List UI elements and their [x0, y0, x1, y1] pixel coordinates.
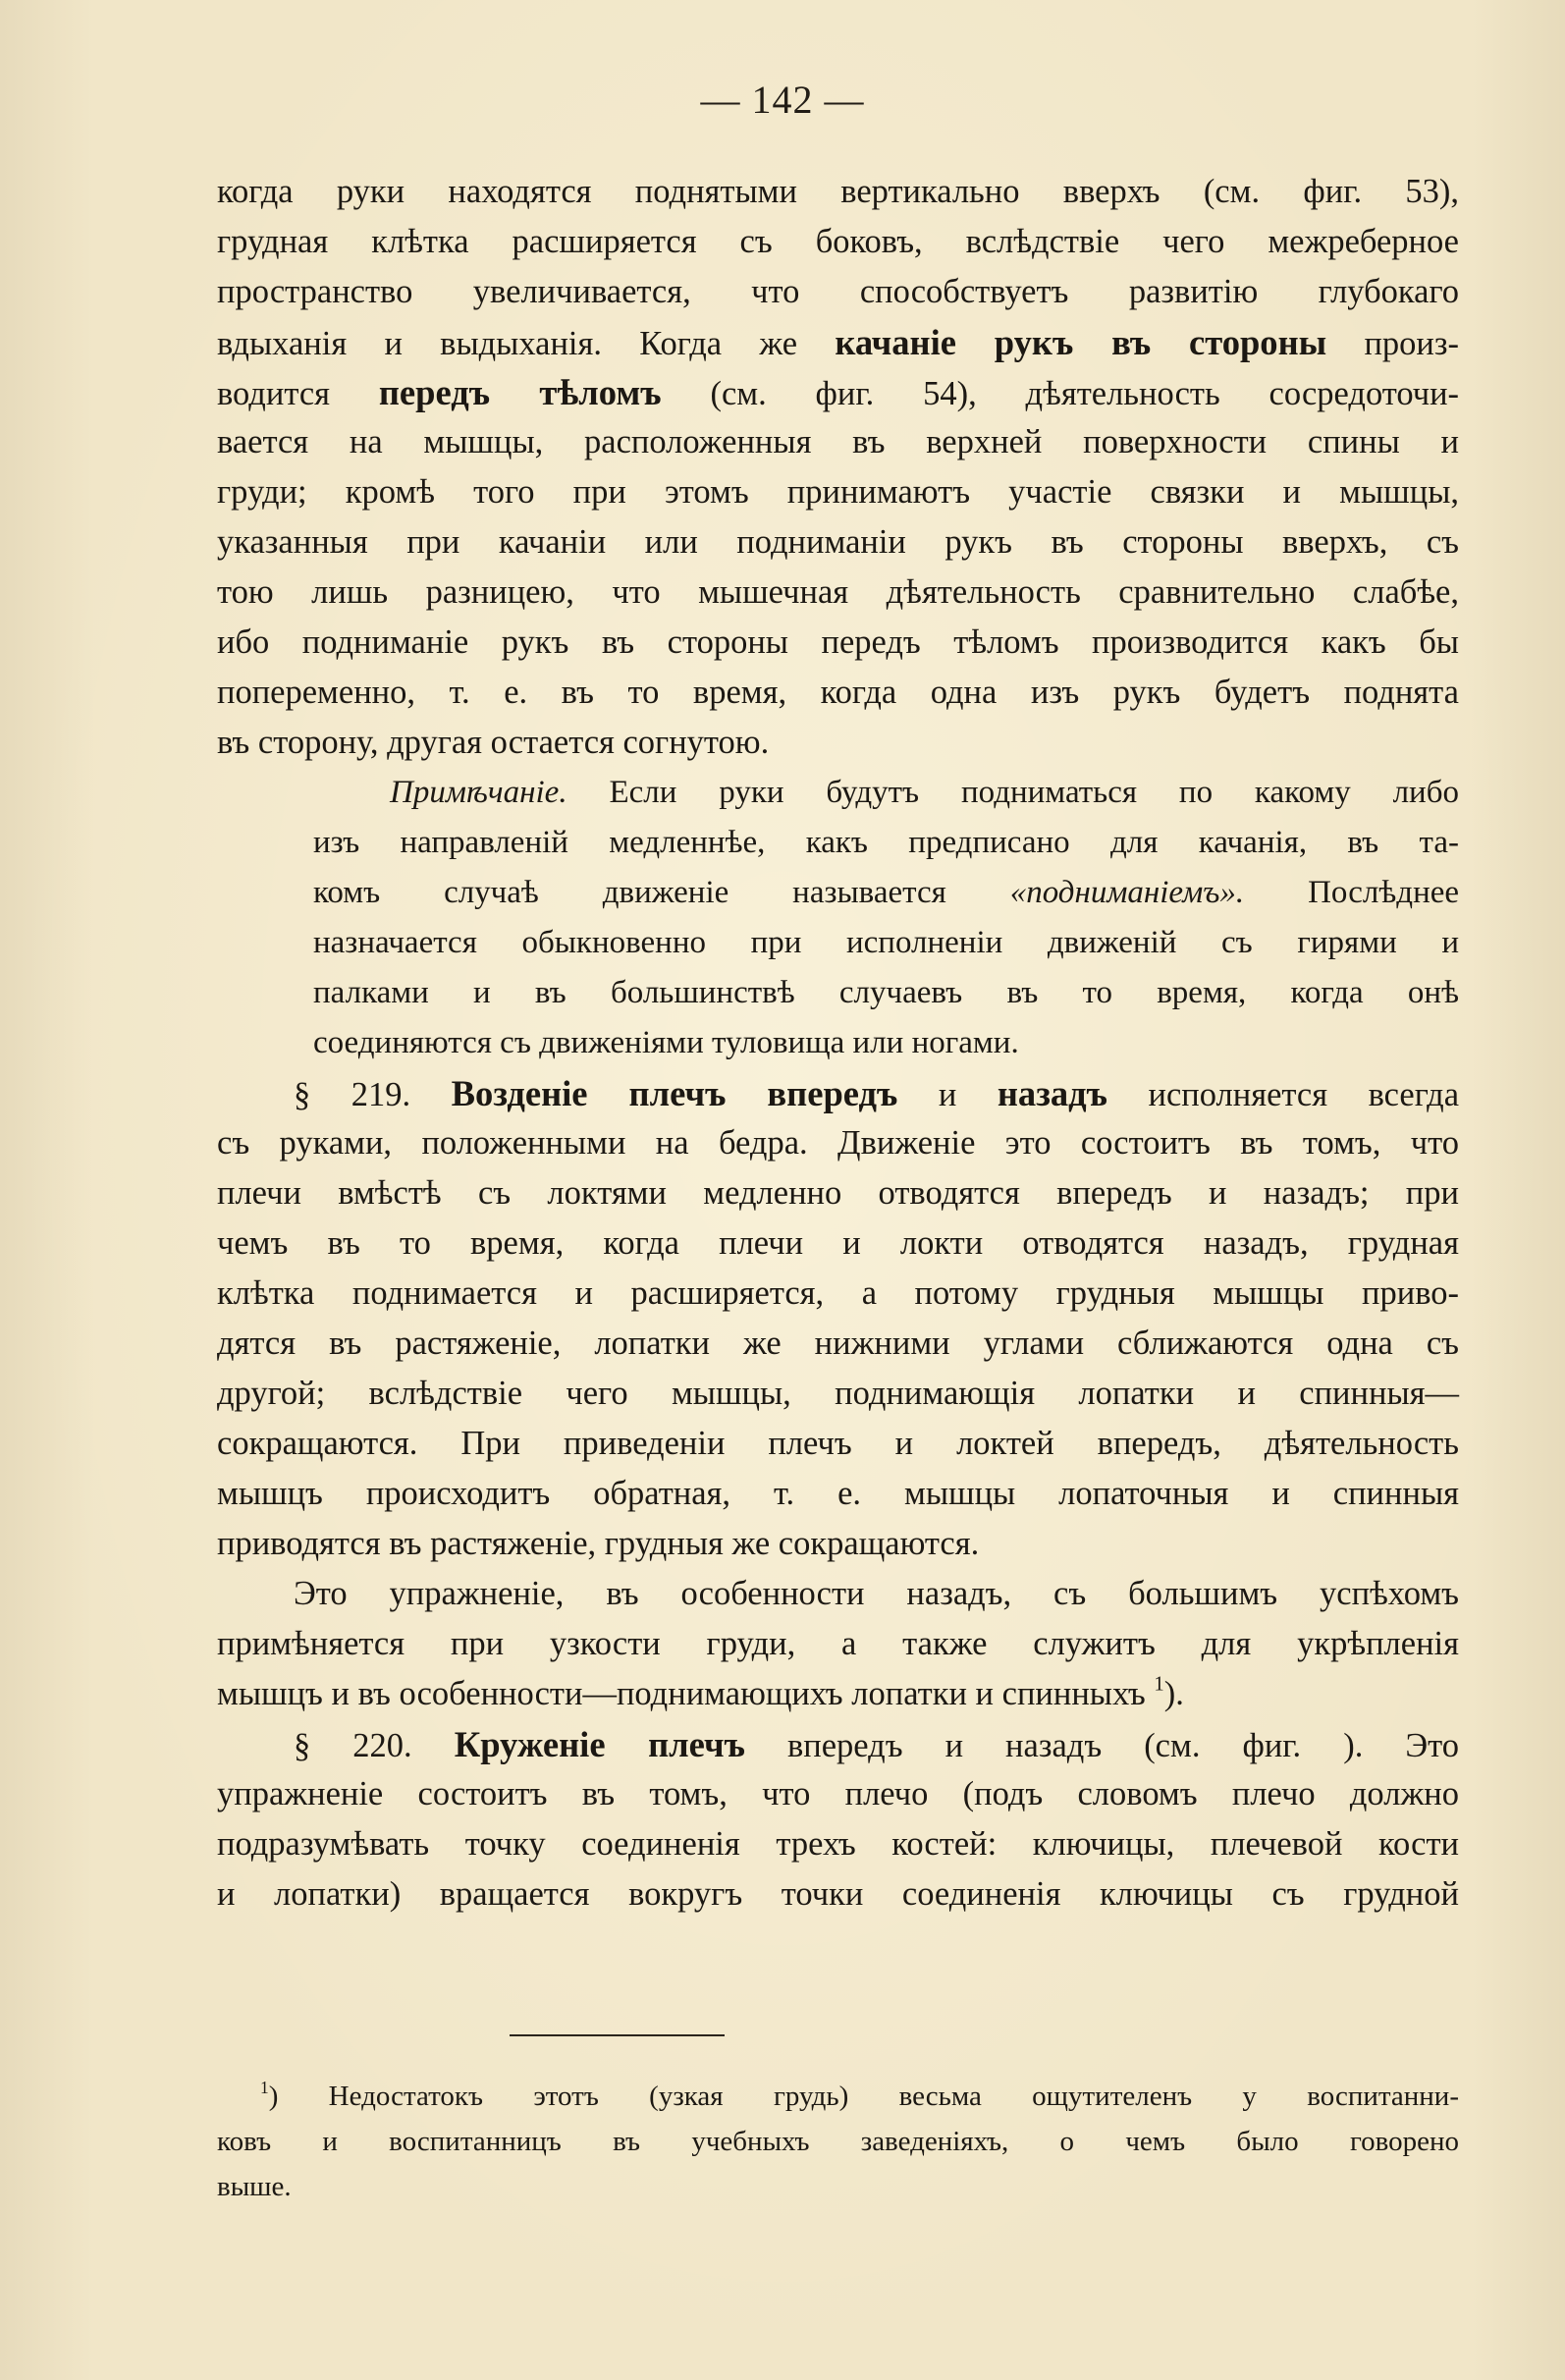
- footnote-line: [217, 2074, 1459, 2119]
- text-line: приводятся въ растяженіе, грудныя же сокращаются.: [217, 1525, 980, 1562]
- text-line: другой; вслѣдствіе чего мышцы, поднимающія лопатки и спинныя—: [217, 1375, 1459, 1412]
- text-line: Это упражненіе, въ особенности назадъ, съ большимъ успѣхомъ: [294, 1575, 1459, 1612]
- remark-label: Примѣчаніе.: [390, 775, 567, 810]
- text-fragment: комъ случаѣ движеніе называется: [313, 875, 946, 910]
- text-line: [217, 317, 1459, 367]
- text-fragment: впередъ и назадъ (см. фиг. ). Это: [786, 1727, 1459, 1764]
- text-line: вается на мышцы, расположенныя въ верхней поверхности спины и: [217, 423, 1459, 460]
- section-220-heading-line: [217, 1719, 1459, 1769]
- page-number: — 142 —: [700, 78, 865, 122]
- text-fragment: и: [938, 1076, 957, 1113]
- bold-term: Круженіе плечъ: [454, 1724, 745, 1764]
- text-line: назначается обыкновенно при исполненіи движеній съ гирями и: [313, 925, 1459, 960]
- text-fragment: водится: [217, 375, 331, 412]
- text-line: подразумѣвать точку соединенія трехъ костей: ключицы, плечевой кости: [217, 1825, 1459, 1863]
- section-number: § 219.: [294, 1076, 411, 1113]
- text-line: сокращаются. При приведеніи плечъ и локтей впередъ, дѣятельность: [217, 1425, 1459, 1462]
- text-line: примѣняется при узкости груди, а также служитъ для укрѣпленія: [217, 1625, 1459, 1662]
- text-line: [313, 868, 1459, 918]
- text-line: [313, 768, 1459, 818]
- text-line: попеременно, т. е. въ то время, когда одна изъ рукъ будетъ поднята: [217, 674, 1459, 711]
- bold-term: качаніе рукъ въ стороны: [835, 322, 1327, 362]
- footnote-marker: 1: [260, 2077, 269, 2097]
- text-fragment: ).: [1163, 1675, 1184, 1712]
- text-line: плечи вмѣстѣ съ локтями медленно отводятся впередъ и назадъ; при: [217, 1174, 1459, 1212]
- text-line: клѣтка поднимается и расширяется, а потому грудныя мышцы приво-: [217, 1274, 1459, 1312]
- bold-term: передъ тѣломъ: [378, 372, 662, 412]
- text-fragment: ) Недостатокъ этотъ (узкая грудь) весьма ощутителенъ у воспитанни-: [268, 2081, 1459, 2112]
- footnote-line: выше.: [217, 2171, 292, 2202]
- footnote: [217, 2074, 1459, 2209]
- main-text: [217, 167, 1459, 1920]
- text-fragment: мышцъ и въ особенности—поднимающихъ лопатки и спинныхъ: [217, 1675, 1146, 1712]
- text-line: соединяются съ движеніями туловища или ногами.: [313, 1025, 1019, 1060]
- text-line: груди; кромѣ того при этомъ принимаютъ участіе связки и мышцы,: [217, 473, 1459, 511]
- remark-block: [217, 768, 1459, 1068]
- text-fragment: исполняется всегда: [1148, 1076, 1460, 1113]
- text-fragment: вдыханія и выдыханія. Когда же: [217, 325, 798, 362]
- section-number: § 220.: [294, 1727, 412, 1764]
- footnote-line: ковъ и воспитанницъ въ учебныхъ заведеніяхъ, о чемъ было говорено: [217, 2126, 1459, 2157]
- text-line: упражненіе состоитъ въ томъ, что плечо (подъ словомъ плечо должно: [217, 1775, 1459, 1812]
- text-line: пространство увеличивается, что способствуетъ развитію глубокаго: [217, 273, 1459, 310]
- text-line: чемъ въ то время, когда плечи и локти отводятся назадъ, грудная: [217, 1224, 1459, 1262]
- footnote-reference: 1: [1154, 1673, 1164, 1696]
- text-fragment: (см. фиг. 54), дѣятельность сосредоточи-: [710, 375, 1460, 412]
- text-line: когда руки находятся поднятыми вертикально вверхъ (см. фиг. 53),: [217, 173, 1459, 210]
- italic-term: «подниманіемъ».: [1009, 875, 1245, 910]
- text-line: тою лишь разницею, что мышечная дѣятельность сравнительно слабѣе,: [217, 573, 1459, 611]
- text-line: и лопатки) вращается вокругъ точки соединенія ключицы съ грудной: [217, 1875, 1459, 1913]
- bold-term: назадъ: [997, 1073, 1107, 1113]
- text-fragment: произ-: [1364, 325, 1460, 362]
- bold-term: Возденіе плечъ впередъ: [451, 1073, 898, 1113]
- text-line: грудная клѣтка расширяется съ боковъ, вслѣдствіе чего межреберное: [217, 223, 1459, 260]
- text-line: изъ направленій медленнѣе, какъ предписано для качанія, въ та-: [313, 825, 1459, 860]
- text-fragment: Послѣднее: [1308, 875, 1460, 910]
- text-line: дятся въ растяженіе, лопатки же нижними углами сближаются одна съ: [217, 1325, 1459, 1362]
- section-219-heading-line: [217, 1068, 1459, 1118]
- text-line: [217, 1669, 1459, 1719]
- text-line: съ руками, положенными на бедра. Движеніе это состоитъ въ томъ, что: [217, 1124, 1459, 1162]
- text-line: палками и въ большинствѣ случаевъ въ то время, когда онѣ: [313, 975, 1459, 1010]
- text-line: ибо подниманіе рукъ въ стороны передъ тѣломъ производится какъ бы: [217, 623, 1459, 661]
- text-fragment: Если руки будутъ подниматься по какому либо: [609, 775, 1460, 810]
- text-line: мышцъ происходитъ обратная, т. е. мышцы лопаточныя и спинныя: [217, 1475, 1459, 1512]
- text-line: указанныя при качаніи или подниманіи рукъ въ стороны вверхъ, съ: [217, 523, 1459, 561]
- footnote-divider: [510, 2034, 725, 2036]
- text-line: [217, 367, 1459, 417]
- text-line: въ сторону, другая остается согнутою.: [217, 724, 770, 761]
